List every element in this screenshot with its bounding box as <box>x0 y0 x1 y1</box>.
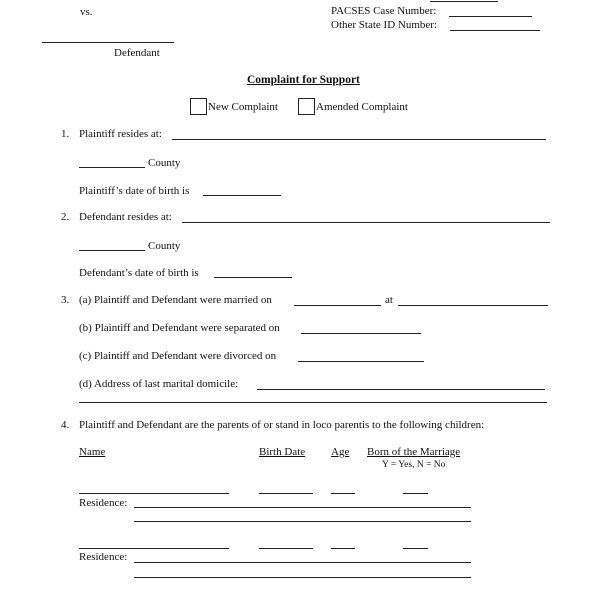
column-header-name: Name <box>79 446 106 458</box>
page-title: Complaint for Support <box>247 74 360 86</box>
defendant-county-field[interactable] <box>79 250 145 251</box>
separation-date-field[interactable] <box>301 333 421 334</box>
marital-domicile-field-2[interactable] <box>79 402 547 403</box>
plaintiff-dob-label: Plaintiff’s date of birth is <box>79 185 190 197</box>
child-2-birth-date-field[interactable] <box>259 548 313 549</box>
defendant-resides-label: Defendant resides at: <box>79 211 172 223</box>
marriage-date-field[interactable] <box>294 305 381 306</box>
amended-complaint-label: Amended Complaint <box>316 101 408 113</box>
separated-on-label: (b) Plaintiff and Defendant were separated on <box>79 322 280 334</box>
item-4-number: 4. <box>61 419 70 431</box>
child-1-residence-field-2[interactable] <box>134 521 471 522</box>
married-at-label: at <box>385 294 393 306</box>
item-1-number: 1. <box>61 128 70 140</box>
married-on-label: (a) Plaintiff and Defendant were married on <box>79 294 272 306</box>
children-statement: Plaintiff and Defendant are the parents of or stand in loco parentis to the following children: <box>79 419 485 431</box>
defendant-name-field[interactable] <box>42 42 174 43</box>
child-2-marriage-field[interactable] <box>403 548 428 549</box>
plaintiff-address-field[interactable] <box>172 139 546 140</box>
child-2-age-field[interactable] <box>331 548 355 549</box>
child-1-birth-date-field[interactable] <box>259 493 313 494</box>
defendant-dob-label: Defendant’s date of birth is <box>79 267 199 279</box>
new-complaint-label: New Complaint <box>208 101 278 113</box>
amended-complaint-checkbox[interactable] <box>298 98 315 115</box>
plaintiff-dob-field[interactable] <box>203 195 281 196</box>
case-number-field[interactable] <box>449 16 532 17</box>
column-header-age: Age <box>331 446 350 458</box>
marital-domicile-field-1[interactable] <box>257 389 545 390</box>
child-2-name-field[interactable] <box>79 548 229 549</box>
defendant-address-field[interactable] <box>182 222 550 223</box>
item-3-number: 3. <box>61 294 70 306</box>
child-1-residence-label: Residence: <box>79 497 128 509</box>
other-state-id-field[interactable] <box>450 30 540 31</box>
column-header-birth-date: Birth Date <box>259 446 306 458</box>
vs-text: vs. <box>80 6 93 18</box>
defendant-county-label: County <box>148 240 181 252</box>
defendant-label: Defendant <box>114 47 160 59</box>
new-complaint-checkbox[interactable] <box>190 98 207 115</box>
marital-domicile-label: (d) Address of last marital domicile: <box>79 378 239 390</box>
plaintiff-county-field[interactable] <box>79 167 145 168</box>
header-top-line <box>430 1 498 2</box>
column-header-born-of-marriage: Born of the Marriage <box>367 446 461 458</box>
divorce-date-field[interactable] <box>298 361 424 362</box>
divorced-on-label: (c) Plaintiff and Defendant were divorced on <box>79 350 277 362</box>
marriage-place-field[interactable] <box>398 305 548 306</box>
child-2-residence-field-1[interactable] <box>134 562 471 563</box>
other-state-id-label: Other State ID Number: <box>331 19 437 31</box>
child-2-residence-label: Residence: <box>79 551 128 563</box>
child-2-residence-field-2[interactable] <box>134 577 471 578</box>
defendant-dob-field[interactable] <box>214 277 292 278</box>
item-2-number: 2. <box>61 211 70 223</box>
case-number-label: PACSES Case Number: <box>331 5 437 17</box>
child-1-residence-field-1[interactable] <box>134 507 471 508</box>
plaintiff-county-label: County <box>148 157 181 169</box>
child-1-marriage-field[interactable] <box>403 493 428 494</box>
plaintiff-resides-label: Plaintiff resides at: <box>79 128 162 140</box>
child-1-age-field[interactable] <box>331 493 355 494</box>
marriage-hint: Y = Yes, N = No <box>382 460 446 470</box>
child-1-name-field[interactable] <box>79 493 229 494</box>
